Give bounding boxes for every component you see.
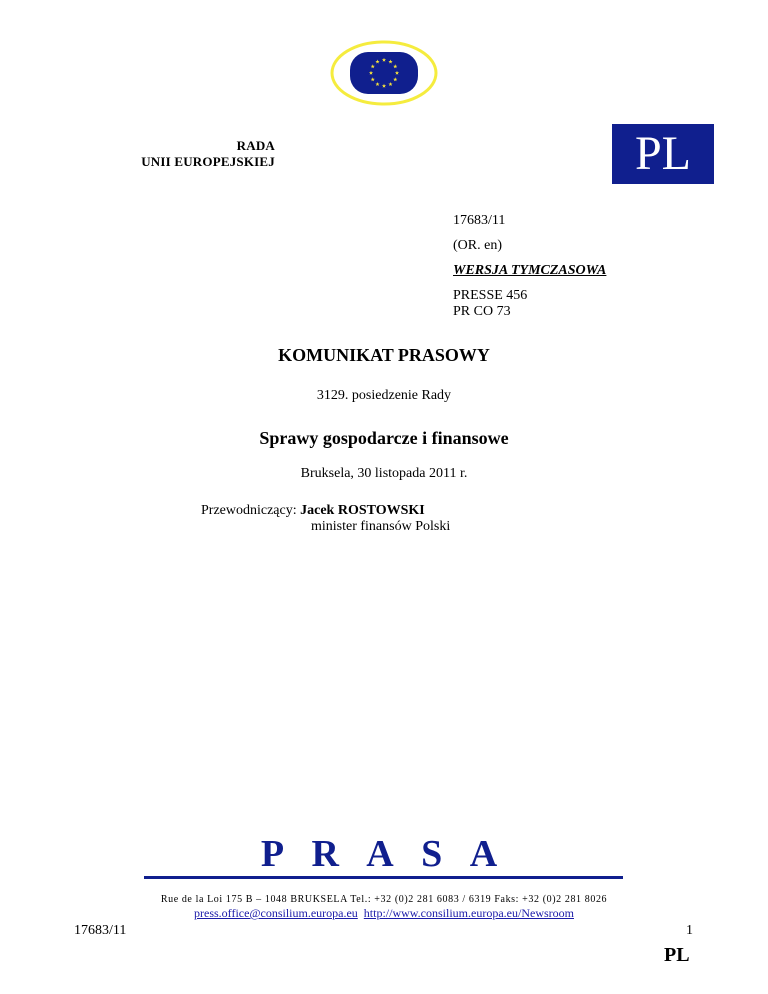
footer-language: PL: [664, 944, 690, 966]
document-number: 17683/11: [453, 213, 506, 228]
email-link[interactable]: press.office@consilium.europa.eu: [194, 906, 358, 920]
place-date: Bruksela, 30 listopada 2011 r.: [300, 466, 468, 481]
language-badge: PL: [612, 124, 714, 184]
chair-role: minister finansów Polski: [311, 519, 451, 534]
version-label: WERSJA TYMCZASOWA: [453, 263, 607, 278]
page-number: 1: [686, 923, 693, 938]
original-language: (OR. en): [453, 238, 502, 253]
topic-heading: Sprawy gospodarcze i finansowe: [259, 428, 509, 448]
website-link[interactable]: http://www.consilium.europa.eu/Newsroom: [363, 906, 574, 920]
council-name: [90, 138, 275, 170]
council-line-1: RADA: [236, 138, 275, 153]
prco-number: PR CO 73: [453, 304, 511, 319]
footer-links: [0, 906, 768, 921]
eu-council-logo-icon: [330, 40, 438, 106]
footer-address: Rue de la Loi 175 B – 1048 BRUKSELA Tel.: +32 (0)2 281 6083 / 6319 Faks: +32 (0)2 281 8026: [160, 894, 608, 905]
footer-divider: [144, 876, 623, 879]
footer-document-number: 17683/11: [74, 923, 127, 938]
presse-number: PRESSE 456: [453, 288, 528, 303]
council-line-2: UNII EUROPEJSKIEJ: [141, 154, 275, 169]
session-line: 3129. posiedzenie Rady: [316, 388, 452, 403]
page-title: KOMUNIKAT PRASOWY: [278, 345, 490, 365]
chair-name: Jacek ROSTOWSKI: [300, 503, 425, 518]
chair-label: Przewodniczący:: [201, 503, 297, 518]
prasa-heading: P R A S A: [260, 833, 508, 875]
chair-block: [201, 503, 450, 535]
